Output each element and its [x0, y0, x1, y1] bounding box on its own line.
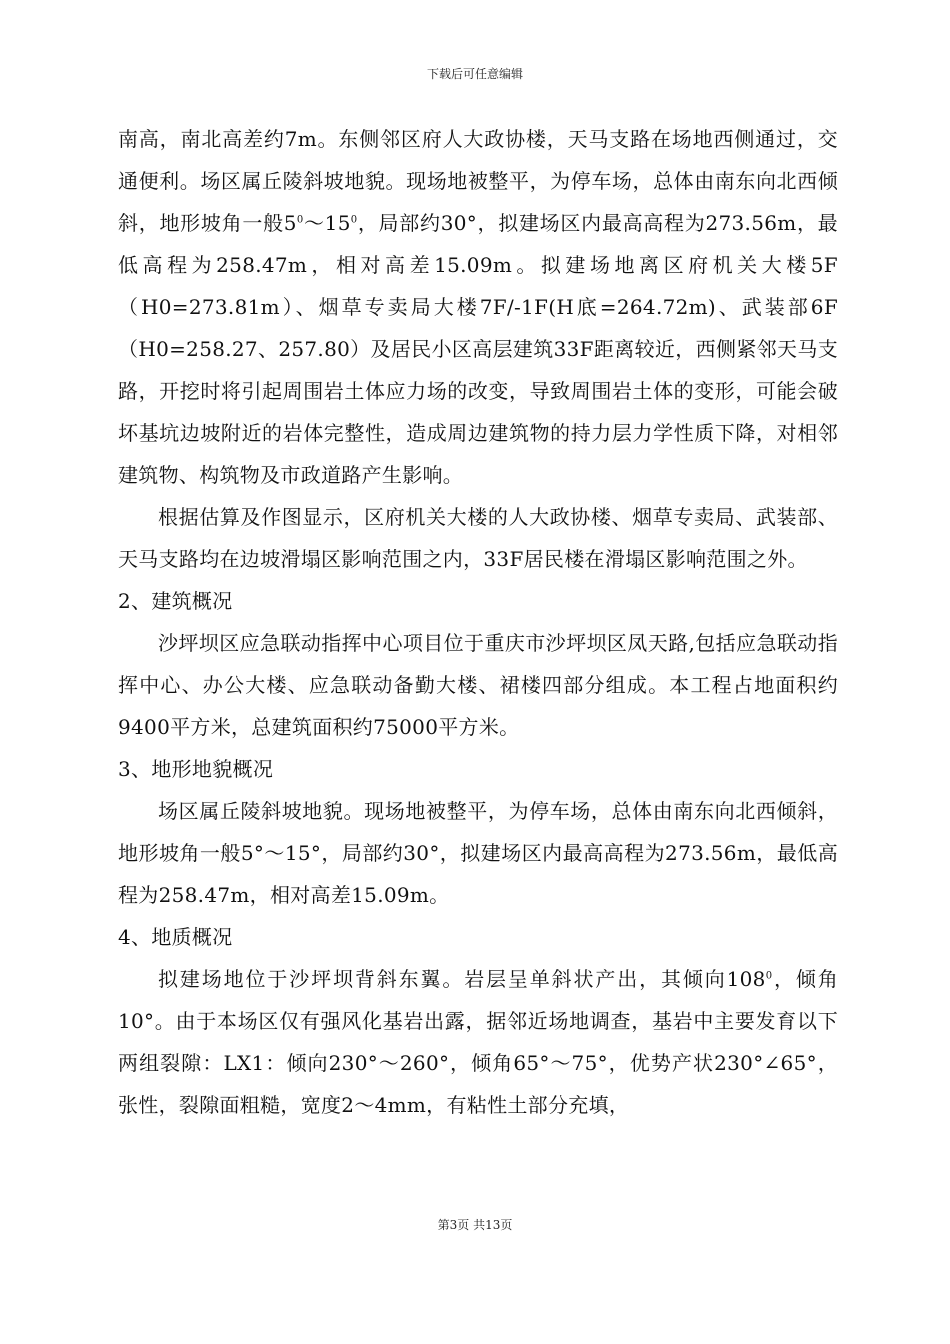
- paragraph-geology-overview: [118, 958, 838, 1126]
- paragraph-text: ～15: [303, 211, 351, 235]
- section-heading-building: 2、建筑概况: [118, 589, 233, 613]
- paragraph-text: 拟建场地位于沙坪坝背斜东翼。岩层呈单斜状产出，其倾向108: [158, 967, 766, 991]
- paragraph-terrain-overview: 场区属丘陵斜坡地貌。现场地被整平，为停车场，总体由南东向北西倾斜，地形坡角一般5°～15°，局部约30°，拟建场区内最高高程为273.56m，最低高程为258.47m，相对高差15.09m。: [118, 799, 838, 907]
- paragraph-text: ，倾角10°。由于本场区仅有强风化基岩出露，据邻近场地调查，基岩中主要发育以下两组裂隙：LX1：倾向230°～260°，倾角65°～75°，优势产状230°∠65°，张性，裂隙面粗糙，宽度2～4mm，有粘性土部分充填，: [118, 967, 839, 1117]
- document-body: [118, 118, 838, 1126]
- section-heading-geology: 4、地质概况: [118, 925, 233, 949]
- superscript: 0: [765, 970, 773, 982]
- page-header: 下载后可任意编辑: [426, 67, 523, 81]
- section-heading-terrain: 3、地形地貌概况: [118, 757, 274, 781]
- page-number-footer: 第3页 共13页: [437, 1218, 513, 1232]
- paragraph-text: ，局部约30°，拟建场区内最高高程为273.56m，最低高程为258.47m，相对高差15.09m。拟建场地离区府机关大楼5F（H0=273.81m）、烟草专卖局大楼7F/-1F(H底=264.72m)、武装部6F（H0=258.27、257.80）及居民小区高层建筑33F距离较近，西侧紧邻天马支路，开挖时将引起周围岩土体应力场的改变，导致周围岩土体的变形，可能会破坏基坑边坡附近的岩体完整性，造成周边建筑物的持力层力学性质下降，对相邻建筑物、构筑物及市政道路产生影响。: [118, 211, 838, 487]
- paragraph-site-context: [118, 118, 838, 496]
- paragraph-impact-estimate: 根据估算及作图显示，区府机关大楼的人大政协楼、烟草专卖局、武装部、天马支路均在边坡滑塌区影响范围之内，33F居民楼在滑塌区影响范围之外。: [118, 505, 838, 571]
- superscript: 0: [350, 214, 358, 226]
- superscript: 0: [296, 214, 304, 226]
- paragraph-building-overview: 沙坪坝区应急联动指挥中心项目位于重庆市沙坪坝区凤天路,包括应急联动指挥中心、办公大楼、应急联动备勤大楼、裙楼四部分组成。本工程占地面积约9400平方米，总建筑面积约75000平方米。: [118, 631, 838, 739]
- paragraph-text: 南高，南北高差约7m。东侧邻区府人大政协楼，天马支路在场地西侧通过，交通便利。场区属丘陵斜坡地貌。现场地被整平，为停车场，总体由南东向北西倾斜，地形坡角一般5: [118, 127, 838, 235]
